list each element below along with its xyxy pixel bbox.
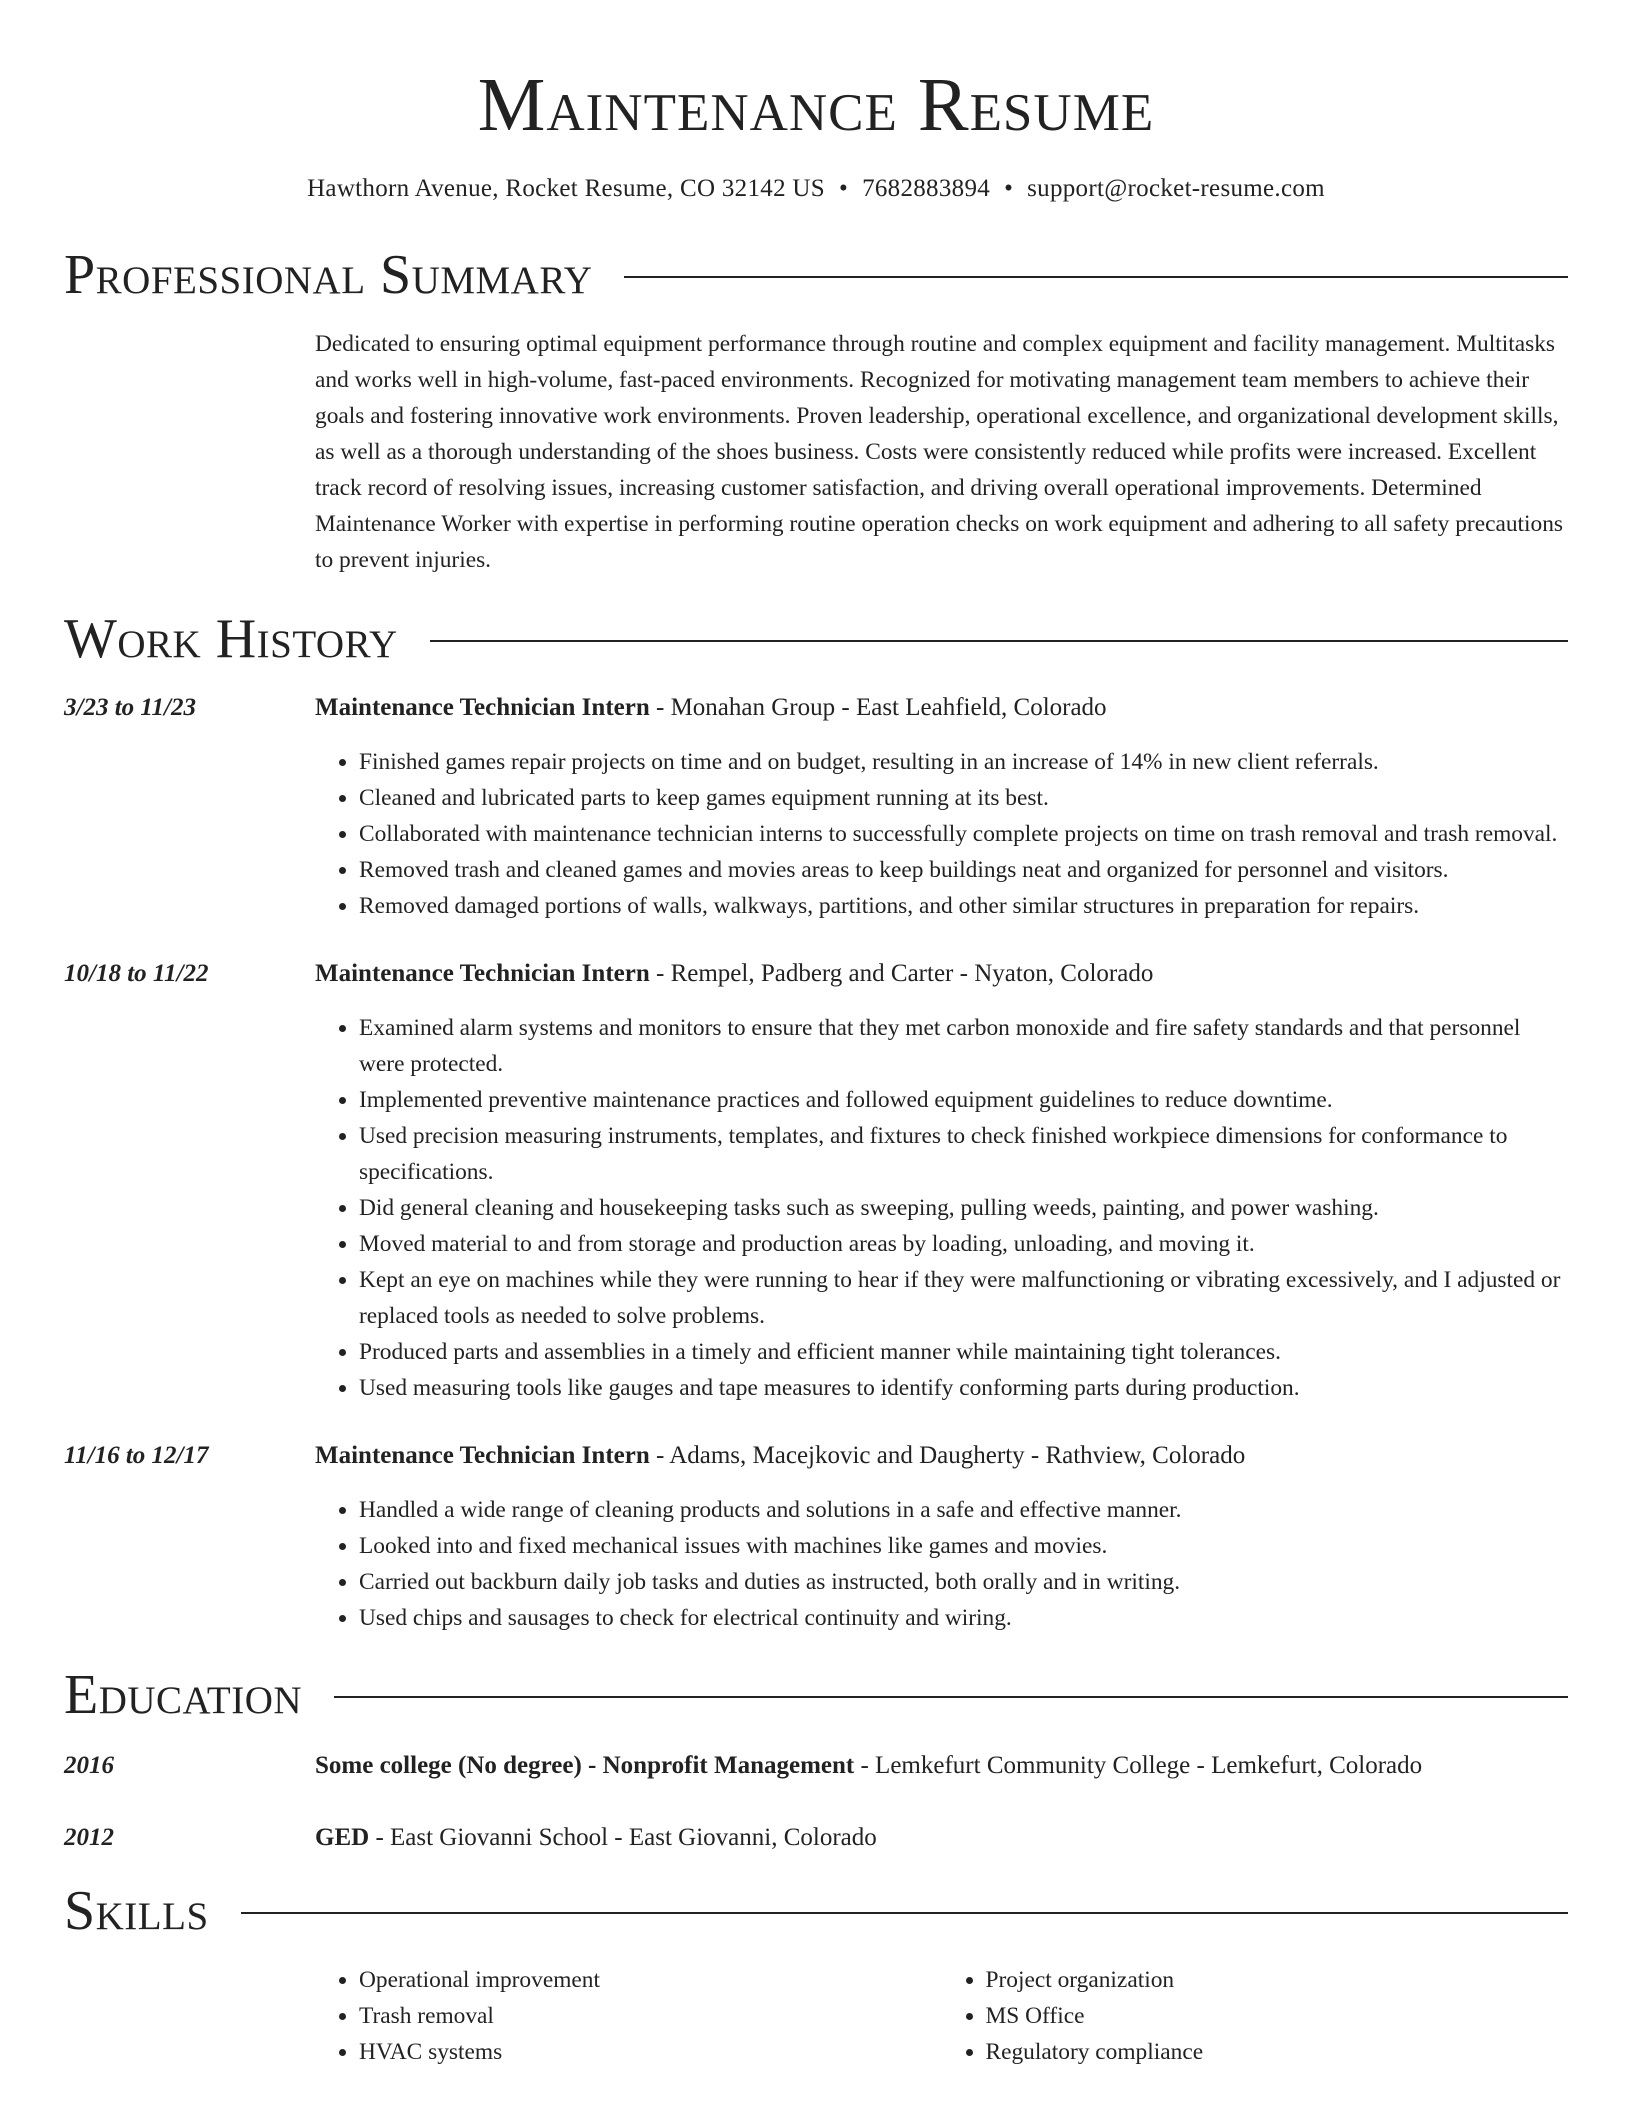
list-item: • Looked into and fixed mechanical issues with machines like games and movies. xyxy=(359,1528,1568,1564)
list-item: • Did general cleaning and housekeeping tasks such as sweeping, pulling weeds, painting, and power washing. xyxy=(359,1190,1568,1226)
job-dates: 10/18 to 11/22 xyxy=(64,960,209,987)
job-role: Maintenance Technician Intern xyxy=(315,694,650,721)
section-title: Skills xyxy=(64,1880,209,1942)
section-divider xyxy=(334,1696,1568,1698)
skills-section-header xyxy=(64,1878,1568,1944)
skills-list xyxy=(315,1962,1568,2070)
skill-item: • MS Office xyxy=(986,1998,1569,2034)
contact-line xyxy=(64,172,1568,206)
job-entry xyxy=(64,690,1568,924)
job-bullets xyxy=(315,744,1568,924)
education-details: - East Giovanni School - East Giovanni, Colorado xyxy=(369,1824,877,1851)
phone: 7682883894 xyxy=(862,175,991,202)
job-bullets xyxy=(315,1010,1568,1406)
skill-item: • Operational improvement xyxy=(359,1962,942,1998)
education-section-header xyxy=(64,1662,1568,1728)
list-item: • Used chips and sausages to check for electrical continuity and wiring. xyxy=(359,1600,1568,1636)
job-details: - Monahan Group - East Leahfield, Colorado xyxy=(649,694,1107,721)
resume-page xyxy=(64,0,1568,2070)
job-heading xyxy=(315,956,1568,992)
list-item: • Implemented preventive maintenance practices and followed equipment guidelines to reduce downtime. xyxy=(359,1082,1568,1118)
address: Hawthorn Avenue, Rocket Resume, CO 32142 US xyxy=(307,175,825,202)
separator: • xyxy=(1004,175,1014,202)
job-heading xyxy=(315,690,1568,726)
list-item: • Handled a wide range of cleaning products and solutions in a safe and effective manner. xyxy=(359,1492,1568,1528)
education-details: - Lemkefurt Community College - Lemkefurt, Colorado xyxy=(854,1752,1423,1779)
education-heading xyxy=(315,1748,1422,1784)
job-heading xyxy=(315,1438,1568,1474)
skills-column-right xyxy=(942,1962,1569,2070)
summary-section-header xyxy=(64,242,1568,308)
education-entry xyxy=(64,1748,1568,1784)
job-entry xyxy=(64,956,1568,1406)
job-dates: 11/16 to 12/17 xyxy=(64,1442,209,1469)
list-item: • Removed trash and cleaned games and movies areas to keep buildings neat and organized for personnel and visitors. xyxy=(359,852,1568,888)
job-bullets xyxy=(315,1492,1568,1636)
list-item: • Finished games repair projects on time and on budget, resulting in an increase of 14% in new client referrals. xyxy=(359,744,1568,780)
education-year: 2016 xyxy=(64,1752,114,1779)
job-role: Maintenance Technician Intern xyxy=(315,960,650,987)
list-item: • Produced parts and assemblies in a timely and efficient manner while maintaining tight tolerances. xyxy=(359,1334,1568,1370)
job-details: - Rempel, Padberg and Carter - Nyaton, Colorado xyxy=(649,960,1154,987)
skill-item: • Trash removal xyxy=(359,1998,942,2034)
section-title: Education xyxy=(64,1664,303,1726)
email: support@rocket-resume.com xyxy=(1027,175,1325,202)
list-item: • Removed damaged portions of walls, walkways, partitions, and other similar structures in preparation for repairs. xyxy=(359,888,1568,924)
summary-text: Dedicated to ensuring optimal equipment performance through routine and complex equipment and facility management. Multitasks and works well in high-volume, fast-paced environments. Recognized for motivating management team members to achieve their goals and fostering innovative work environments. Proven leadership, operational excellence, and organizational development skills, as well as a thorough understanding of the shoes business. Costs were consistently reduced while profits were increased. Excellent track record of resolving issues, increasing customer satisfaction, and driving overall operational improvements. Determined Maintenance Worker with expertise in performing routine operation checks on work equipment and adhering to all safety precautions to prevent injuries. xyxy=(315,331,1564,573)
section-divider xyxy=(241,1912,1568,1914)
list-item: • Moved material to and from storage and production areas by loading, unloading, and moving it. xyxy=(359,1226,1568,1262)
section-divider xyxy=(624,276,1568,278)
education-degree: GED xyxy=(315,1824,370,1851)
resume-title: Maintenance Resume xyxy=(477,63,1155,147)
section-divider xyxy=(430,640,1568,642)
education-degree: Some college (No degree) - Nonprofit Management xyxy=(315,1752,855,1779)
separator: • xyxy=(839,175,849,202)
section-title: Professional Summary xyxy=(64,244,593,306)
skill-item: • Project organization xyxy=(986,1962,1569,1998)
section-title: Work History xyxy=(64,608,398,670)
list-item: • Examined alarm systems and monitors to ensure that they met carbon monoxide and fire safety standards and that personnel were protected. xyxy=(359,1010,1568,1082)
list-item: • Cleaned and lubricated parts to keep games equipment running at its best. xyxy=(359,780,1568,816)
skill-item: • Regulatory compliance xyxy=(986,2034,1569,2070)
job-role: Maintenance Technician Intern xyxy=(315,1442,650,1469)
list-item: • Used measuring tools like gauges and tape measures to identify conforming parts during production. xyxy=(359,1370,1568,1406)
list-item: • Carried out backburn daily job tasks and duties as instructed, both orally and in writing. xyxy=(359,1564,1568,1600)
job-entry xyxy=(64,1438,1568,1636)
job-dates: 3/23 to 11/23 xyxy=(64,694,196,721)
education-heading xyxy=(315,1820,877,1856)
list-item: • Used precision measuring instruments, templates, and fixtures to check finished workpiece dimensions for conformance to specifications. xyxy=(359,1118,1568,1190)
education-entry xyxy=(64,1820,1568,1856)
work-section-header xyxy=(64,606,1568,672)
skills-column-left xyxy=(315,1962,942,2070)
skill-item: • HVAC systems xyxy=(359,2034,942,2070)
education-year: 2012 xyxy=(64,1824,114,1851)
job-details: - Adams, Macejkovic and Daugherty - Rathview, Colorado xyxy=(649,1442,1246,1469)
list-item: • Kept an eye on machines while they were running to hear if they were malfunctioning or vibrating excessively, and I adjusted or replaced tools as needed to solve problems. xyxy=(359,1262,1568,1334)
list-item: • Collaborated with maintenance technician interns to successfully complete projects on time on trash removal and trash removal. xyxy=(359,816,1568,852)
